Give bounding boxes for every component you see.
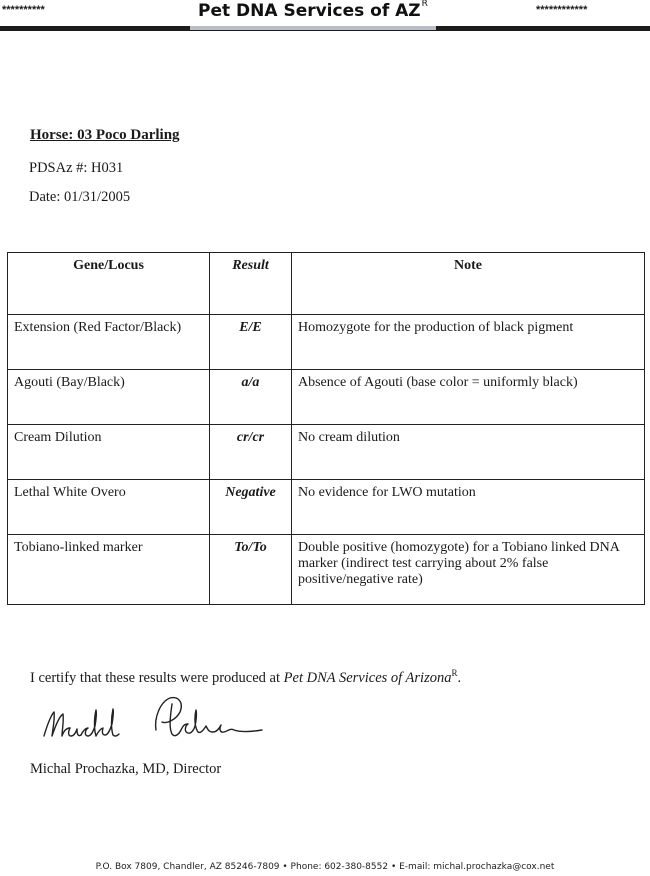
- letterhead-stars-right: ************: [536, 4, 588, 16]
- letterhead-stars-left: **********: [2, 4, 45, 16]
- table-row: [8, 535, 645, 605]
- column-header-result: Result: [210, 253, 292, 315]
- table-row: [8, 315, 645, 370]
- note-cell: No evidence for LWO mutation: [292, 480, 645, 535]
- company-name-text: Pet DNA Services of AZ: [198, 1, 421, 21]
- note-cell: Homozygote for the production of black pigment: [292, 315, 645, 370]
- report-date: Date: 01/31/2005: [29, 189, 131, 205]
- letterhead-rule-highlight: [190, 26, 436, 30]
- column-header-note: Note: [292, 253, 645, 315]
- result-cell: cr/cr: [210, 425, 292, 480]
- note-cell: No cream dilution: [292, 425, 645, 480]
- pdsaz-number: PDSAz #: H031: [29, 160, 124, 176]
- certification-org-name: Pet DNA Services of Arizona: [283, 669, 452, 686]
- company-name: [198, 1, 428, 21]
- gene-cell: Tobiano-linked marker: [8, 535, 210, 605]
- horse-name: Horse: 03 Poco Darling: [30, 127, 180, 143]
- gene-cell: Lethal White Overo: [8, 480, 210, 535]
- signer-name: Michal Prochazka, MD, Director: [30, 761, 222, 777]
- footer-address: P.O. Box 7809, Chandler, AZ 85246-7809 • Phone: 602-380-8552 • E-mail: michal.prochazka@cox.net: [95, 862, 555, 872]
- table-header-row: [8, 253, 645, 315]
- result-cell: Negative: [210, 480, 292, 535]
- column-header-gene: Gene/Locus: [8, 253, 210, 315]
- company-registered-mark: R: [421, 0, 428, 10]
- letterhead: [0, 0, 650, 34]
- note-cell: Double positive (homozygote) for a Tobiano linked DNA marker (indirect test carrying about 2% false positive/negative rate): [292, 535, 645, 605]
- table-row: [8, 480, 645, 535]
- certification-registered-mark: R: [451, 668, 458, 678]
- results-table: [7, 252, 645, 605]
- note-cell: Absence of Agouti (base color = uniformly black): [292, 370, 645, 425]
- gene-cell: Agouti (Bay/Black): [8, 370, 210, 425]
- table-row: [8, 425, 645, 480]
- gene-cell: Extension (Red Factor/Black): [8, 315, 210, 370]
- certification-text: I certify that these results were produced at: [30, 669, 284, 686]
- certification-end: .: [457, 669, 462, 686]
- certification-org: [284, 670, 458, 686]
- result-cell: To/To: [210, 535, 292, 605]
- result-cell: E/E: [210, 315, 292, 370]
- handwritten-signature: [38, 684, 278, 754]
- gene-cell: Cream Dilution: [8, 425, 210, 480]
- result-cell: a/a: [210, 370, 292, 425]
- table-row: [8, 370, 645, 425]
